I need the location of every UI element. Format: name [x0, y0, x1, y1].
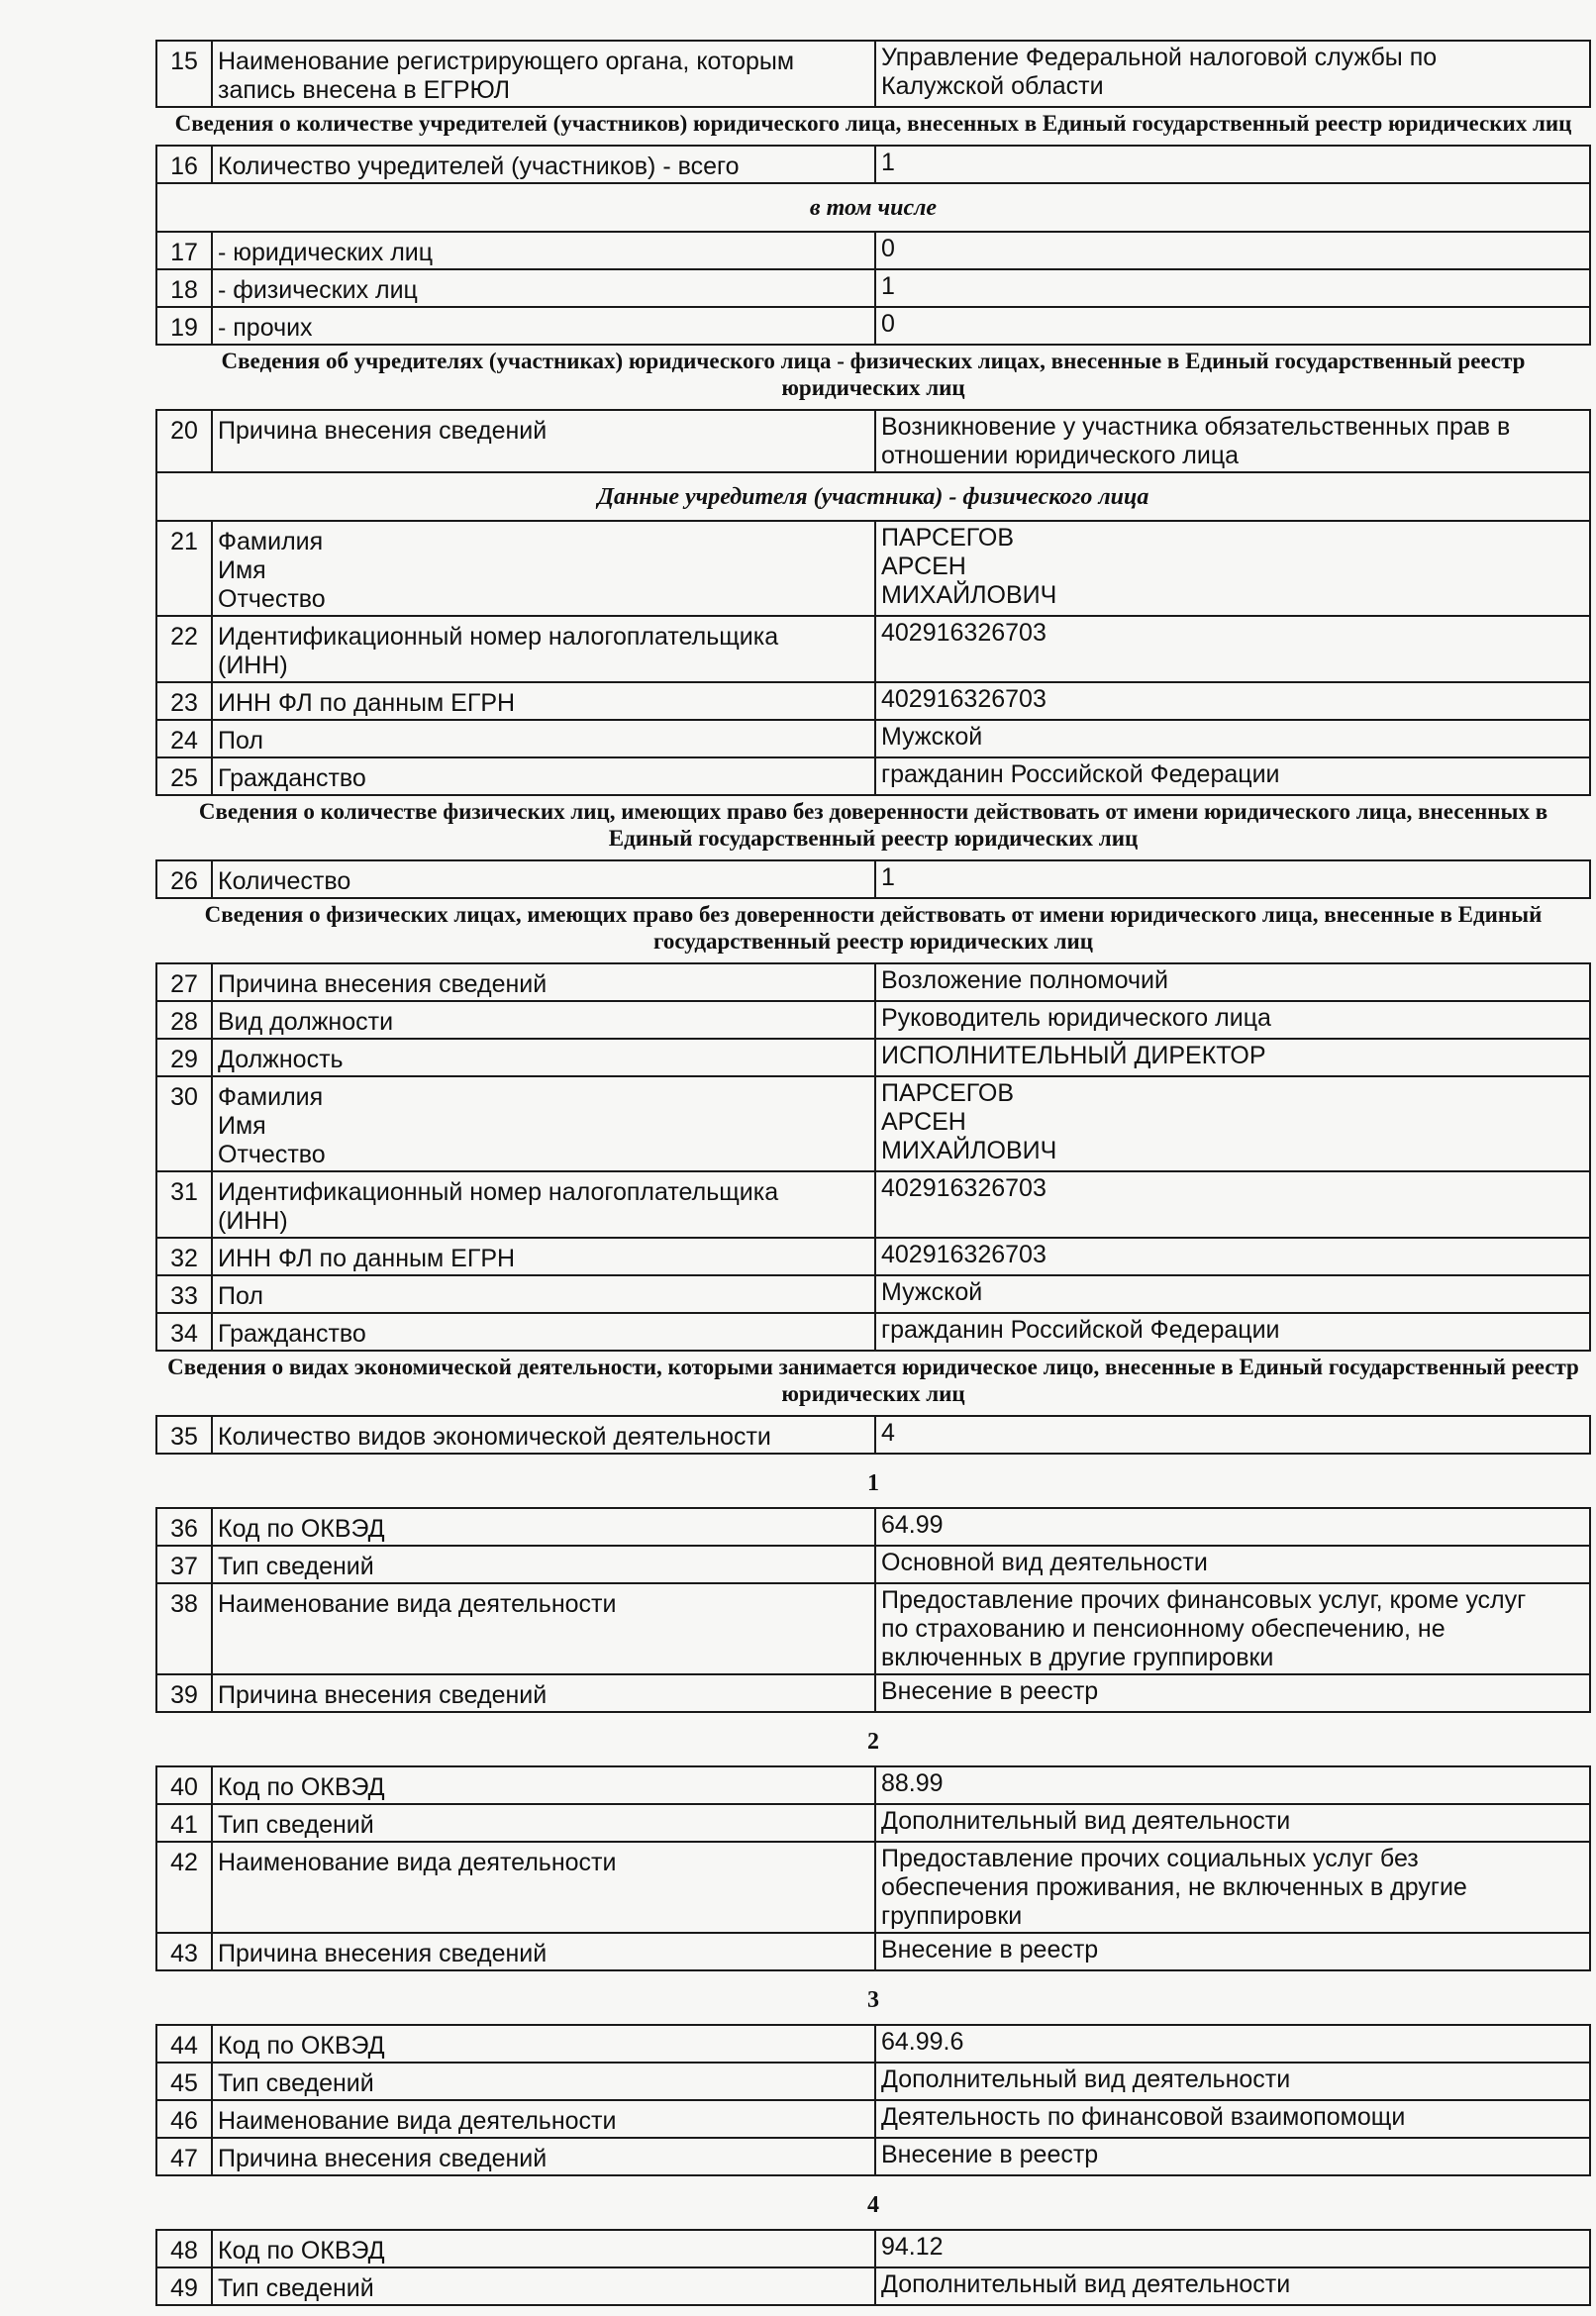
field-value: 0	[875, 232, 1590, 269]
field-label: Причина внесения сведений	[212, 410, 875, 472]
field-label: Код по ОКВЭД	[212, 1766, 875, 1804]
field-label: Идентификационный номер налогоплательщика (ИНН)	[212, 1171, 875, 1238]
row-number: 38	[156, 1583, 212, 1674]
table-row	[156, 1766, 1590, 1804]
field-value: 64.99.6	[875, 2025, 1590, 2063]
info-table	[155, 2024, 1591, 2176]
field-value: Внесение в реестр	[875, 1674, 1590, 1712]
field-value: гражданин Российской Федерации	[875, 757, 1590, 795]
table-row	[156, 1076, 1590, 1171]
spacer	[155, 1455, 1591, 1464]
section-heading: Сведения о количестве учредителей (участников) юридического лица, внесенных в Единый государственный реестр юридических лиц	[174, 111, 1572, 136]
row-number: 44	[156, 2025, 212, 2063]
field-value: Внесение в реестр	[875, 2138, 1590, 2175]
field-label: Количество видов экономической деятельности	[212, 1416, 875, 1454]
table-row	[156, 1842, 1590, 1933]
info-table	[155, 2229, 1591, 2306]
field-label: Должность	[212, 1039, 875, 1076]
table-row	[156, 757, 1590, 795]
activity-number: 3	[867, 1987, 879, 2013]
field-value: Мужской	[875, 1275, 1590, 1313]
row-number: 31	[156, 1171, 212, 1238]
row-number: 34	[156, 1313, 212, 1351]
row-number: 42	[156, 1842, 212, 1933]
field-label: Причина внесения сведений	[212, 963, 875, 1001]
row-number: 30	[156, 1076, 212, 1171]
table-row	[156, 1416, 1590, 1454]
section-heading: Сведения о видах экономической деятельности, которыми занимается юридическое лицо, внесенные в Единый государственный реестр юридических лиц	[167, 1355, 1579, 1406]
table-row	[156, 2100, 1590, 2138]
field-value: ПАРСЕГОВ АРСЕН МИХАЙЛОВИЧ	[875, 521, 1590, 616]
activity-number: 4	[867, 2192, 879, 2218]
field-value: Мужской	[875, 720, 1590, 757]
info-table	[155, 859, 1591, 899]
field-value: 1	[875, 860, 1590, 898]
egrul-extract-page	[155, 40, 1591, 2306]
info-table	[155, 1765, 1591, 1971]
row-number: 19	[156, 307, 212, 345]
table-row	[156, 2267, 1590, 2305]
row-number: 18	[156, 269, 212, 307]
field-label: - прочих	[212, 307, 875, 345]
row-number: 48	[156, 2230, 212, 2267]
table-row	[156, 1546, 1590, 1583]
field-label: Код по ОКВЭД	[212, 2025, 875, 2063]
field-label: Идентификационный номер налогоплательщика (ИНН)	[212, 616, 875, 682]
table-row	[156, 146, 1590, 183]
field-label: Причина внесения сведений	[212, 1674, 875, 1712]
table-row	[156, 1171, 1590, 1238]
activity-number: 2	[867, 1729, 879, 1755]
table-row	[156, 860, 1590, 898]
section-heading: Сведения об учредителях (участниках) юридического лица - физических лицах, внесенные в Единый государственный реестр юридических лиц	[221, 349, 1526, 400]
table-row	[156, 183, 1590, 232]
section-heading: Сведения о количестве физических лиц, имеющих право без доверенности действовать от имени юридического лица, внесенных в Единый государственный реестр юридических лиц	[198, 799, 1548, 851]
field-value: Предоставление прочих социальных услуг без обеспечения проживания, не включенных в другие группировки	[875, 1842, 1590, 1933]
table-row	[156, 682, 1590, 720]
table-row	[156, 307, 1590, 345]
table-row	[156, 1804, 1590, 1842]
table-row	[156, 521, 1590, 616]
field-value: Руководитель юридического лица	[875, 1001, 1590, 1039]
section-heading: Сведения о физических лицах, имеющих право без доверенности действовать от имени юридического лица, внесенные в Единый государственный реестр юридических лиц	[204, 902, 1543, 954]
row-number: 15	[156, 41, 212, 107]
field-value: Дополнительный вид деятельности	[875, 2267, 1590, 2305]
field-label: Количество учредителей (участников) - всего	[212, 146, 875, 183]
row-number: 20	[156, 410, 212, 472]
field-label: Количество	[212, 860, 875, 898]
table-row	[156, 2138, 1590, 2175]
table-row	[156, 616, 1590, 682]
table-row	[156, 269, 1590, 307]
row-number: 32	[156, 1238, 212, 1275]
field-value: Основной вид деятельности	[875, 1546, 1590, 1583]
field-value: 402916326703	[875, 616, 1590, 682]
field-value: Возникновение у участника обязательственных прав в отношении юридического лица	[875, 410, 1590, 472]
table-row	[156, 2230, 1590, 2267]
table-row	[156, 1933, 1590, 1970]
field-value: 88.99	[875, 1766, 1590, 1804]
row-number: 21	[156, 521, 212, 616]
row-number: 16	[156, 146, 212, 183]
field-label: Гражданство	[212, 1313, 875, 1351]
row-number: 41	[156, 1804, 212, 1842]
spacer	[155, 1971, 1591, 1981]
row-number: 33	[156, 1275, 212, 1313]
info-table	[155, 1415, 1591, 1455]
table-row	[156, 232, 1590, 269]
row-number: 43	[156, 1933, 212, 1970]
table-row	[156, 41, 1590, 107]
row-number: 24	[156, 720, 212, 757]
table-row	[156, 1313, 1590, 1351]
row-number: 40	[156, 1766, 212, 1804]
table-row	[156, 2025, 1590, 2063]
field-label: Гражданство	[212, 757, 875, 795]
field-value: Дополнительный вид деятельности	[875, 1804, 1590, 1842]
field-value: Предоставление прочих финансовых услуг, кроме услуг по страхованию и пенсионному обеспечению, не включенных в другие группировки	[875, 1583, 1590, 1674]
field-label: - юридических лиц	[212, 232, 875, 269]
table-row	[156, 1275, 1590, 1313]
row-number: 22	[156, 616, 212, 682]
field-label: Тип сведений	[212, 2267, 875, 2305]
field-label: ИНН ФЛ по данным ЕГРН	[212, 1238, 875, 1275]
field-label: Причина внесения сведений	[212, 1933, 875, 1970]
field-label: Наименование вида деятельности	[212, 1842, 875, 1933]
table-row	[156, 963, 1590, 1001]
field-label: Наименование регистрирующего органа, которым запись внесена в ЕГРЮЛ	[212, 41, 875, 107]
field-label: Код по ОКВЭД	[212, 1508, 875, 1546]
field-label: Причина внесения сведений	[212, 2138, 875, 2175]
field-value: 94.12	[875, 2230, 1590, 2267]
row-number: 17	[156, 232, 212, 269]
table-row	[156, 720, 1590, 757]
field-label: ИНН ФЛ по данным ЕГРН	[212, 682, 875, 720]
field-value: Внесение в реестр	[875, 1933, 1590, 1970]
spacer	[155, 1713, 1591, 1723]
row-number: 23	[156, 682, 212, 720]
field-value: 0	[875, 307, 1590, 345]
info-table	[155, 409, 1591, 796]
subheader-cell: Данные учредителя (участника) - физического лица	[156, 472, 1590, 521]
field-value: 402916326703	[875, 1238, 1590, 1275]
field-value: ПАРСЕГОВ АРСЕН МИХАЙЛОВИЧ	[875, 1076, 1590, 1171]
table-row	[156, 1039, 1590, 1076]
field-label: Наименование вида деятельности	[212, 1583, 875, 1674]
row-number: 28	[156, 1001, 212, 1039]
field-value: 1	[875, 269, 1590, 307]
activity-number: 1	[867, 1470, 879, 1496]
row-number: 27	[156, 963, 212, 1001]
field-label: Пол	[212, 720, 875, 757]
field-label: Тип сведений	[212, 2063, 875, 2100]
field-value: 4	[875, 1416, 1590, 1454]
row-number: 46	[156, 2100, 212, 2138]
row-number: 36	[156, 1508, 212, 1546]
field-label: Фамилия Имя Отчество	[212, 1076, 875, 1171]
field-value: Дополнительный вид деятельности	[875, 2063, 1590, 2100]
field-value: Управление Федеральной налоговой службы по Калужской области	[875, 41, 1590, 107]
field-label: - физических лиц	[212, 269, 875, 307]
subheader-cell: в том числе	[156, 183, 1590, 232]
field-label: Код по ОКВЭД	[212, 2230, 875, 2267]
spacer	[155, 2176, 1591, 2186]
table-row	[156, 1583, 1590, 1674]
info-table	[155, 962, 1591, 1352]
info-table	[155, 145, 1591, 346]
field-label: Тип сведений	[212, 1804, 875, 1842]
field-value: Деятельность по финансовой взаимопомощи	[875, 2100, 1590, 2138]
field-label: Тип сведений	[212, 1546, 875, 1583]
table-row	[156, 2063, 1590, 2100]
row-number: 25	[156, 757, 212, 795]
row-number: 47	[156, 2138, 212, 2175]
field-label: Наименование вида деятельности	[212, 2100, 875, 2138]
row-number: 37	[156, 1546, 212, 1583]
row-number: 26	[156, 860, 212, 898]
field-label: Фамилия Имя Отчество	[212, 521, 875, 616]
info-table	[155, 1507, 1591, 1713]
table-row	[156, 472, 1590, 521]
row-number: 35	[156, 1416, 212, 1454]
field-label: Пол	[212, 1275, 875, 1313]
row-number: 39	[156, 1674, 212, 1712]
field-label: Вид должности	[212, 1001, 875, 1039]
info-table	[155, 40, 1591, 108]
row-number: 45	[156, 2063, 212, 2100]
row-number: 49	[156, 2267, 212, 2305]
field-value: 1	[875, 146, 1590, 183]
field-value: Возложение полномочий	[875, 963, 1590, 1001]
table-row	[156, 1001, 1590, 1039]
table-row	[156, 1674, 1590, 1712]
field-value: ИСПОЛНИТЕЛЬНЫЙ ДИРЕКТОР	[875, 1039, 1590, 1076]
table-row	[156, 410, 1590, 472]
table-row	[156, 1508, 1590, 1546]
row-number: 29	[156, 1039, 212, 1076]
field-value: 402916326703	[875, 1171, 1590, 1238]
field-value: 64.99	[875, 1508, 1590, 1546]
field-value: 402916326703	[875, 682, 1590, 720]
field-value: гражданин Российской Федерации	[875, 1313, 1590, 1351]
table-row	[156, 1238, 1590, 1275]
